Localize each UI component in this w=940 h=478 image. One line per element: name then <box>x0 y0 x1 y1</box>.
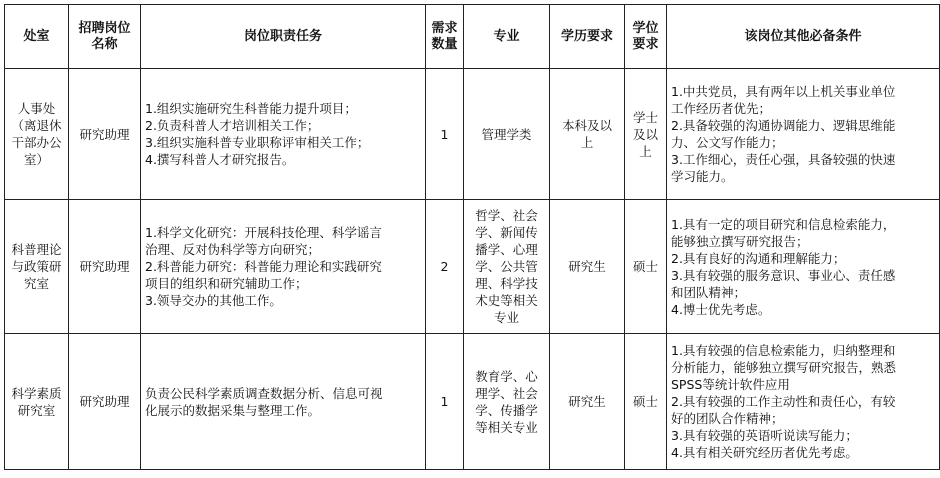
education-cell: 研究生 <box>550 200 625 334</box>
table-row <box>5 69 940 200</box>
quantity-cell: 1 <box>426 334 464 470</box>
header-degree: 学位 要求 <box>625 5 667 69</box>
quantity-cell: 1 <box>426 69 464 200</box>
degree-cell: 学士 及以 上 <box>625 69 667 200</box>
degree-cell: 硕士 <box>625 334 667 470</box>
degree-cell: 硕士 <box>625 200 667 334</box>
conditions-cell: 1.中共党员，具有两年以上机关事业单位 工作经历者优先； 2.具备较强的沟通协调能力、逻辑思维能 力、公文写作能力； 3.工作细心，责任心强，具备较强的快速 学习能力。 <box>667 69 940 200</box>
table-row <box>5 334 940 470</box>
major-cell: 管理学类 <box>464 69 550 200</box>
header-row <box>5 5 940 69</box>
position-cell: 研究助理 <box>69 200 141 334</box>
position-cell: 研究助理 <box>69 334 141 470</box>
department-cell: 科学素质 研究室 <box>5 334 69 470</box>
major-cell: 教育学、心 理学、社会 学、传播学 等相关专业 <box>464 334 550 470</box>
recruitment-table <box>4 4 940 470</box>
department-cell: 人事处 （离退休 干部办公 室） <box>5 69 69 200</box>
header-duties: 岗位职责任务 <box>141 5 426 69</box>
department-cell: 科普理论 与政策研 究室 <box>5 200 69 334</box>
header-department: 处室 <box>5 5 69 69</box>
header-education: 学历要求 <box>550 5 625 69</box>
duties-cell: 1.组织实施研究生科普能力提升项目； 2.负责科普人才培训相关工作； 3.组织实施科普专业职称评审相关工作； 4.撰写科普人才研究报告。 <box>141 69 426 200</box>
header-quantity: 需求 数量 <box>426 5 464 69</box>
header-position: 招聘岗位 名称 <box>69 5 141 69</box>
header-conditions: 该岗位其他必备条件 <box>667 5 940 69</box>
duties-cell: 1.科学文化研究：开展科技伦理、科学谣言 治理、反对伪科学等方向研究； 2.科普能力研究：科普能力理论和实践研究 项目的组织和研究辅助工作； 3.领导交办的其他工作。 <box>141 200 426 334</box>
quantity-cell: 2 <box>426 200 464 334</box>
education-cell: 研究生 <box>550 334 625 470</box>
conditions-cell: 1.具有一定的项目研究和信息检索能力， 能够独立撰写研究报告； 2.具有良好的沟通和理解能力； 3.具有较强的服务意识、事业心、责任感 和团队精神； 4.博士优先考虑。 <box>667 200 940 334</box>
conditions-cell: 1.具有较强的信息检索能力，归纳整理和 分析能力，能够独立撰写研究报告，熟悉 SPSS等统计软件应用 2.具有较强的工作主动性和责任心，有较 好的团队合作精神； 3.具有较强的英语听说读写能力； 4.具有相关研究经历者优先考虑。 <box>667 334 940 470</box>
header-major: 专业 <box>464 5 550 69</box>
table-row <box>5 200 940 334</box>
education-cell: 本科及以 上 <box>550 69 625 200</box>
duties-cell: 负责公民科学素质调查数据分析、信息可视 化展示的数据采集与整理工作。 <box>141 334 426 470</box>
major-cell: 哲学、社会 学、新闻传 播学、心理 学、公共管 理、科学技 术史等相关 专业 <box>464 200 550 334</box>
position-cell: 研究助理 <box>69 69 141 200</box>
